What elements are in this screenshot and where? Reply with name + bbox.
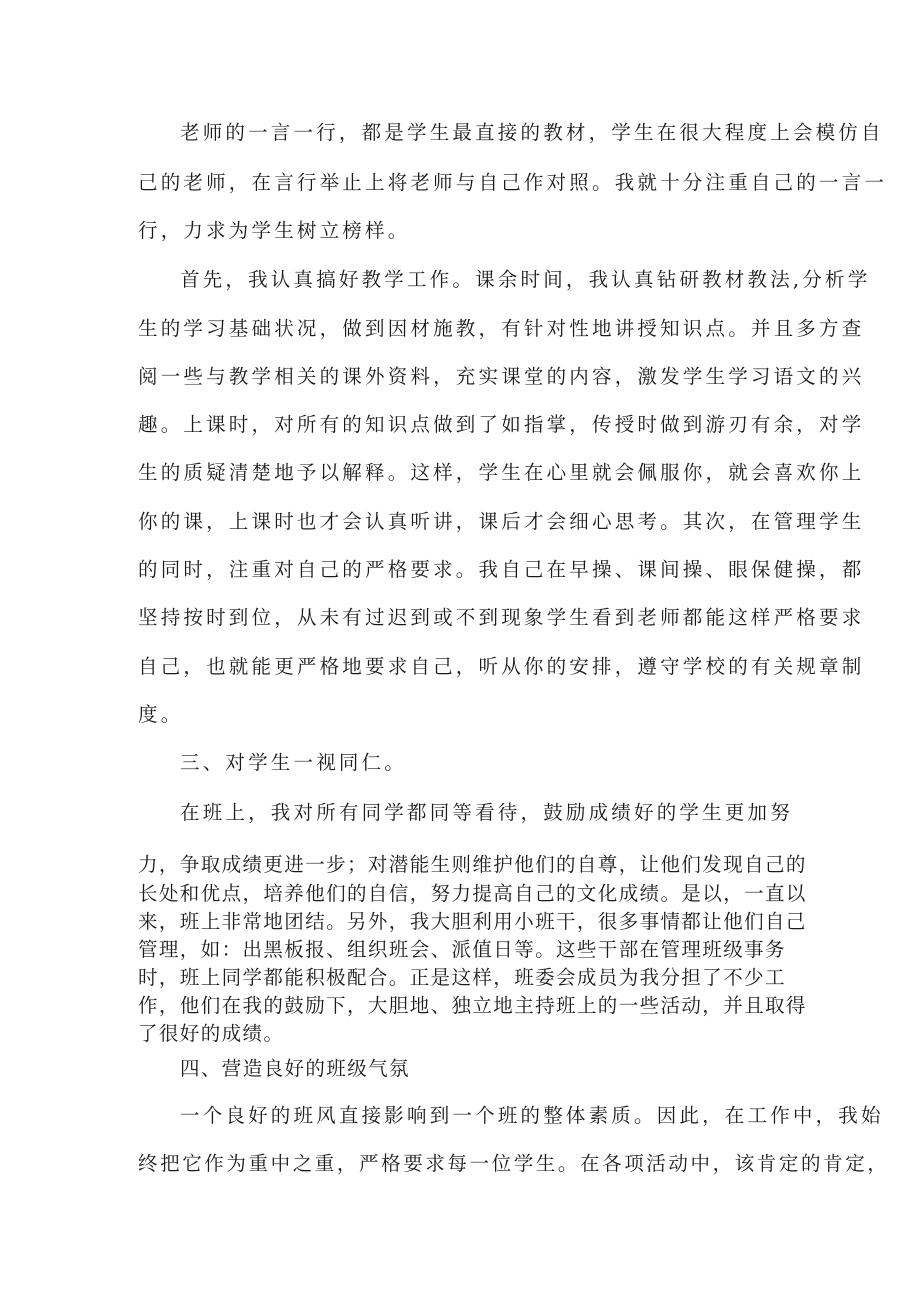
text-line: 行，力求为学生树立榜样。 <box>138 219 411 242</box>
text-line: 力，争取成绩更进一步；对潜能生则维护他们的自尊，让他们发现自己的 <box>138 853 807 876</box>
section-heading: 四、营造良好的班级气氛 <box>180 1057 410 1080</box>
text-line: 的同时，注重对自己的严格要求。我自己在早操、课间操、眼保健操，都 <box>138 558 865 581</box>
text-line: 在班上，我对所有同学都同等看待，鼓励成绩好的学生更加努 <box>180 801 793 824</box>
text-line: 管理，如：出黑板报、组织班会、派值日等。这些干部在管理班级事务 <box>138 938 786 961</box>
text-line: 坚持按时到位，从未有过迟到或不到现象学生看到老师都能这样严格要求 <box>138 606 865 629</box>
text-line: 度。 <box>138 703 184 726</box>
text-line: 终把它作为重中之重，严格要求每一位学生。在各项活动中，该肯定的肯定， <box>138 1152 890 1175</box>
text-line: 自己，也就能更严格地要求自己，听从你的安排，遵守学校的有关规章制 <box>138 655 865 678</box>
text-line: 了很好的成绩。 <box>138 1022 285 1045</box>
text-line: 长处和优点，培养他们的自信，努力提高自己的文化成绩。是以，一直以 <box>138 882 807 905</box>
text-line: 一个良好的班风直接影响到一个班的整体素质。因此，在工作中，我始 <box>180 1104 884 1127</box>
text-line: 来，班上非常地团结。另外，我大胆利用小班干，很多事情都让他们自己 <box>138 910 807 933</box>
text-line: 首先，我认真搞好教学工作。课余时间，我认真钻研教材教法,分析学 <box>180 268 871 291</box>
text-line: 生的学习基础状况，做到因材施教，有针对性地讲授知识点。并且多方查 <box>138 317 865 340</box>
text-line: 老师的一言一行，都是学生最直接的教材，学生在很大程度上会模仿自 <box>180 121 884 144</box>
text-line: 阅一些与教学相关的课外资料，充实课堂的内容，激发学生学习语文的兴 <box>138 365 865 388</box>
text-line: 己的老师，在言行举止上将老师与自己作对照。我就十分注重自己的一言一 <box>138 171 888 194</box>
text-line: 作，他们在我的鼓励下，大胆地、独立地主持班上的一些活动，并且取得 <box>138 994 807 1017</box>
text-line: 趣。上课时，对所有的知识点做到了如指掌，传授时做到游刃有余，对学 <box>138 413 865 436</box>
text-line: 生的质疑清楚地予以解释。这样，学生在心里就会佩服你，就会喜欢你上 <box>138 461 865 484</box>
section-heading: 三、对学生一视同仁。 <box>180 751 408 774</box>
text-line: 你的课，上课时也才会认真听讲，课后才会细心思考。其次，在管理学生 <box>138 510 865 533</box>
text-line: 时，班上同学都能积极配合。正是这样，班委会成员为我分担了不少工 <box>138 966 786 989</box>
